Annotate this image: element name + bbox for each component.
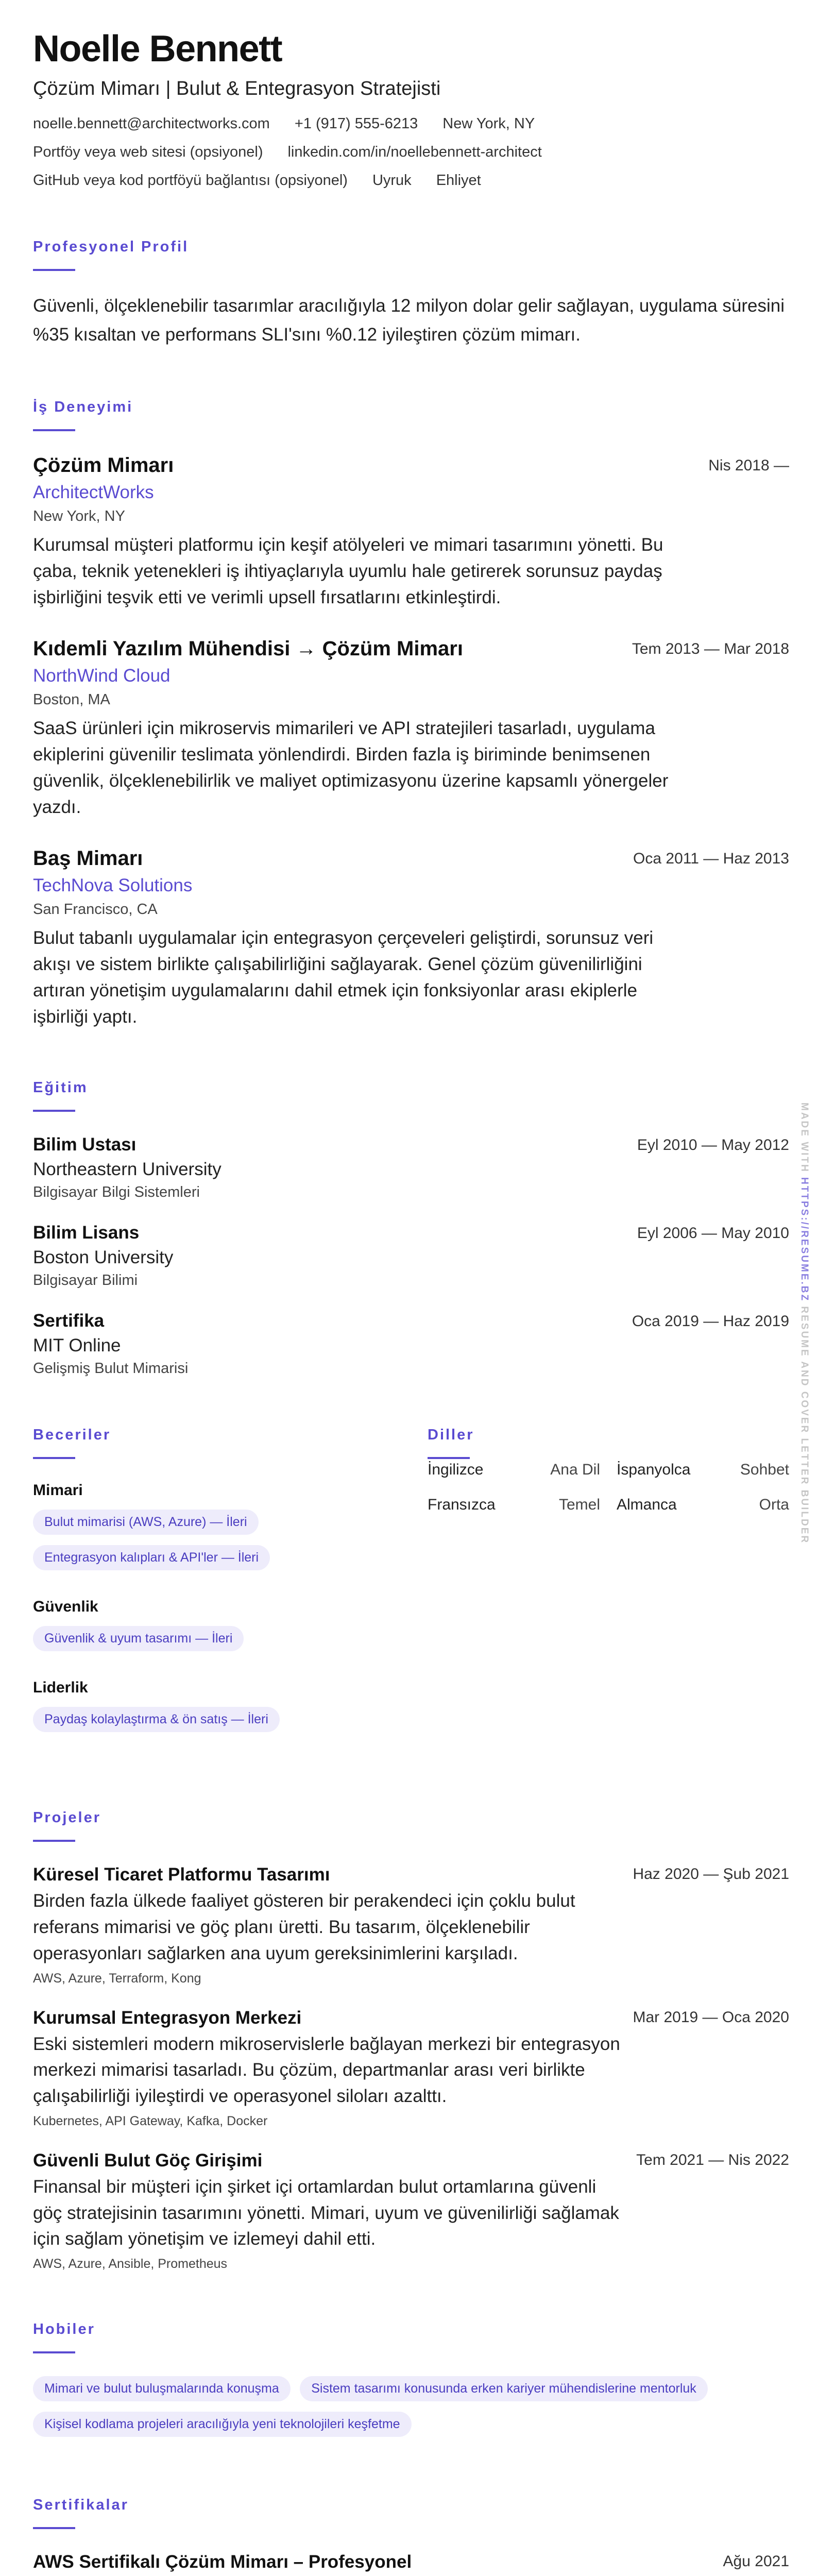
candidate-headline: Çözüm Mimarı | Bulut & Entegrasyon Stratejisti <box>33 78 441 100</box>
section-title: Projeler <box>33 1809 101 1826</box>
experience-section <box>33 399 789 1030</box>
language-level: Ana Dil <box>550 1461 600 1479</box>
project-tech: AWS, Azure, Terraform, Kong <box>33 1971 201 1986</box>
section-divider <box>33 2351 75 2353</box>
education-field: Bilgisayar Bilgi Sistemleri <box>33 1184 200 1201</box>
builder-watermark <box>798 1103 810 1544</box>
language-level: Temel <box>558 1496 600 1514</box>
skill-pill: Bulut mimarisi (AWS, Azure) — İleri <box>33 1510 259 1535</box>
project-dates: Mar 2019 — Oca 2020 <box>633 2008 789 2026</box>
education-dates: Eyl 2006 — May 2010 <box>637 1225 789 1242</box>
education-entry <box>33 1311 789 1377</box>
section-divider <box>33 2527 75 2529</box>
education-degree: Sertifika <box>33 1311 105 1331</box>
certifications-list <box>33 2552 789 2576</box>
contact-linkedin[interactable]: linkedin.com/in/noellebennett-architect <box>287 144 542 161</box>
job-location: San Francisco, CA <box>33 901 158 918</box>
education-field: Bilgisayar Bilimi <box>33 1272 138 1289</box>
job-company: TechNova Solutions <box>33 875 193 896</box>
section-divider <box>428 1457 470 1459</box>
project-dates: Tem 2021 — Nis 2022 <box>636 2151 789 2168</box>
skill-group-name: Mimari <box>33 1482 83 1499</box>
language-name: Almanca <box>617 1496 677 1514</box>
skill-group-name: Güvenlik <box>33 1598 98 1616</box>
job-company: NorthWind Cloud <box>33 666 171 686</box>
education-degree: Bilim Lisans <box>33 1223 140 1243</box>
job-entry <box>33 637 789 820</box>
contact-license: Ehliyet <box>436 172 481 189</box>
job-description: SaaS ürünleri için mikroservis mimarileri ve API stratejileri tasarladı, uygulama ekiplerini güvenilir teslimata yönlendirdi. Birden fazla iş biriminde benimsenen güvenlik, ölçeklenebilirlik ve maliyet optimizasyonu üzerine kapsamlı yönergeler yazdı. <box>33 718 669 817</box>
education-section <box>33 1079 789 1377</box>
profile-summary: Güvenli, ölçeklenebilir tasarımlar aracılığıyla 12 milyon dolar gelir sağlayan, uygulama süresini %35 kısaltan ve performans SLI'sını %0.12 iyileştiren çözüm mimarı. <box>33 296 785 345</box>
skills-languages-row <box>33 1427 789 1760</box>
language-level: Sohbet <box>740 1461 789 1479</box>
job-dates: Oca 2011 — Haz 2013 <box>633 850 789 868</box>
hobby-pill: Sistem tasarımı konusunda erken kariyer mühendislerine mentorluk <box>300 2376 708 2401</box>
hobbies-list <box>33 2376 789 2447</box>
language-name: İngilizce <box>428 1461 484 1479</box>
certification-date: Ağu 2021 <box>723 2553 789 2570</box>
education-list <box>33 1134 789 1377</box>
job-dates: Nis 2018 — <box>708 457 789 474</box>
skill-group <box>33 1482 428 1581</box>
project-description: Eski sistemleri modern mikroservislerle bağlayan merkezi bir entegrasyon merkezi mimarisi tasarladı. Bu çözüm, departmanlar arası veri birlikte çalışabilirliği iyileştirdi ve operasyonel siloları azalttı. <box>33 2033 620 2107</box>
project-entry <box>33 2008 789 2129</box>
education-dates: Eyl 2010 — May 2012 <box>637 1137 789 1154</box>
job-title: Baş Mimarı <box>33 847 143 870</box>
language-level: Orta <box>759 1496 789 1514</box>
job-title: Çözüm Mimarı <box>33 454 174 477</box>
project-entry <box>33 2150 789 2272</box>
language-name: Fransızca <box>428 1496 496 1514</box>
education-degree: Bilim Ustası <box>33 1134 137 1155</box>
project-description: Finansal bir müşteri için şirket içi ortamlardan bulut ortamlarına güvenli göç stratejisinin tasarımını yönetti. Mimari, uyum ve güvenilirliği sağlamak için sağlam yönetişim ve izlemeyi dahil etti. <box>33 2176 619 2249</box>
education-field: Gelişmiş Bulut Mimarisi <box>33 1360 189 1377</box>
project-entry <box>33 1865 789 1986</box>
education-entry <box>33 1223 789 1289</box>
project-name: Kurumsal Entegrasyon Merkezi <box>33 2007 302 2028</box>
contact-nationality: Uyruk <box>372 172 412 189</box>
section-title: Hobiler <box>33 2321 95 2338</box>
languages-section <box>428 1427 789 1760</box>
hobby-pill: Kişisel kodlama projeleri aracılığıyla yeni teknolojileri keşfetme <box>33 2412 412 2437</box>
project-description: Birden fazla ülkede faaliyet gösteren bir perakendeci için çoklu bulut referans mimarisi ve göç planı üretti. Bu tasarım, ölçeklenebilir operasyonları sağlarken ana uyum gereksinimlerini karşıladı. <box>33 1891 575 1963</box>
skill-pills <box>33 1510 428 1581</box>
job-title: Kıdemli Yazılım Mühendisi → Çözüm Mimarı <box>33 637 463 660</box>
section-title: Beceriler <box>33 1427 111 1444</box>
education-dates: Oca 2019 — Haz 2019 <box>632 1313 789 1330</box>
projects-section <box>33 1809 789 2272</box>
projects-list <box>33 1865 789 2272</box>
language-item <box>428 1496 600 1514</box>
job-description: Kurumsal müşteri platformu için keşif atölyeleri ve mimari tasarımını yönetti. Bu çaba, teknik yetenekleri iş ihtiyaçlarıyla uyumlu hale getirerek sorunsuz paydaş işbirliğini teşvik etti ve verimli upsell fırsatlarını etkinleştirdi. <box>33 535 663 607</box>
skill-group <box>33 1679 428 1742</box>
candidate-name: Noelle Bennett <box>33 28 282 70</box>
hobbies-section <box>33 2321 789 2447</box>
job-entry <box>33 847 789 1030</box>
language-item <box>617 1496 789 1514</box>
project-dates: Haz 2020 — Şub 2021 <box>633 1866 789 1883</box>
section-title: Sertifikalar <box>33 2497 129 2514</box>
skills-section <box>33 1427 428 1760</box>
resume-header <box>33 29 789 189</box>
project-tech: Kubernetes, API Gateway, Kafka, Docker <box>33 2113 268 2128</box>
contact-github[interactable]: GitHub veya kod portföyü bağlantısı (opsiyonel) <box>33 172 348 189</box>
watermark-link[interactable]: HTTPS://RESUME.BZ <box>799 1177 810 1302</box>
profile-section <box>33 239 789 349</box>
job-location: New York, NY <box>33 508 125 525</box>
contact-phone[interactable]: +1 (917) 555-6213 <box>294 115 418 132</box>
watermark-prefix: MADE WITH <box>799 1103 810 1173</box>
job-description: Bulut tabanlı uygulamalar için entegrasyon çerçeveleri geliştirdi, sorunsuz veri akışı ve sistem birlikte çalışabilirliğini sağlayarak. Genel çözüm güvenilirliğini artıran yönetişim uygulamalarını dahil etmek için fonksiyonlar arası ekiplerle işbirliği yaptı. <box>33 928 654 1027</box>
education-entry <box>33 1134 789 1201</box>
job-entry <box>33 454 789 611</box>
contact-email[interactable]: noelle.bennett@architectworks.com <box>33 115 270 132</box>
skill-pill: Paydaş kolaylaştırma & ön satış — İleri <box>33 1707 280 1732</box>
certification-entry <box>33 2552 789 2576</box>
resume-page <box>33 29 789 2576</box>
project-name: Küresel Ticaret Platformu Tasarımı <box>33 1865 330 1885</box>
contact-website[interactable]: Portföy veya web sitesi (opsiyonel) <box>33 144 263 161</box>
skill-pill: Güvenlik & uyum tasarımı — İleri <box>33 1626 244 1651</box>
education-school: Northeastern University <box>33 1159 221 1180</box>
contact-location: New York, NY <box>442 115 535 132</box>
language-item <box>617 1461 789 1479</box>
watermark-suffix: RESUME AND COVER LETTER BUILDER <box>799 1306 810 1545</box>
education-school: MIT Online <box>33 1335 121 1356</box>
project-name: Güvenli Bulut Göç Girişimi <box>33 2150 263 2171</box>
section-title: Diller <box>428 1427 474 1444</box>
skill-group <box>33 1598 428 1662</box>
section-divider <box>33 1110 75 1112</box>
hobby-pill: Mimari ve bulut buluşmalarında konuşma <box>33 2376 291 2401</box>
contact-row <box>33 144 789 161</box>
section-divider <box>33 269 75 271</box>
job-company: ArchitectWorks <box>33 482 154 503</box>
job-dates: Tem 2013 — Mar 2018 <box>632 640 789 658</box>
section-title: İş Deneyimi <box>33 399 133 416</box>
language-item <box>428 1461 600 1479</box>
skill-group-name: Liderlik <box>33 1679 88 1697</box>
certification-name: AWS Sertifikalı Çözüm Mimarı – Profesyonel <box>33 2552 412 2572</box>
contact-row <box>33 172 789 189</box>
experience-list <box>33 454 789 1030</box>
section-title: Profesyonel Profil <box>33 239 189 256</box>
section-divider <box>33 429 75 431</box>
skill-pill: Entegrasyon kalıpları & API'ler — İleri <box>33 1545 270 1570</box>
education-school: Boston University <box>33 1247 174 1268</box>
section-divider <box>33 1457 75 1459</box>
certifications-section <box>33 2497 789 2576</box>
language-name: İspanyolca <box>617 1461 691 1479</box>
project-tech: AWS, Azure, Ansible, Prometheus <box>33 2257 228 2272</box>
job-location: Boston, MA <box>33 691 110 708</box>
contact-row <box>33 115 789 132</box>
skills-list <box>33 1482 428 1742</box>
languages-list <box>428 1461 789 1514</box>
section-divider <box>33 1840 75 1842</box>
section-title: Eğitim <box>33 1079 88 1096</box>
